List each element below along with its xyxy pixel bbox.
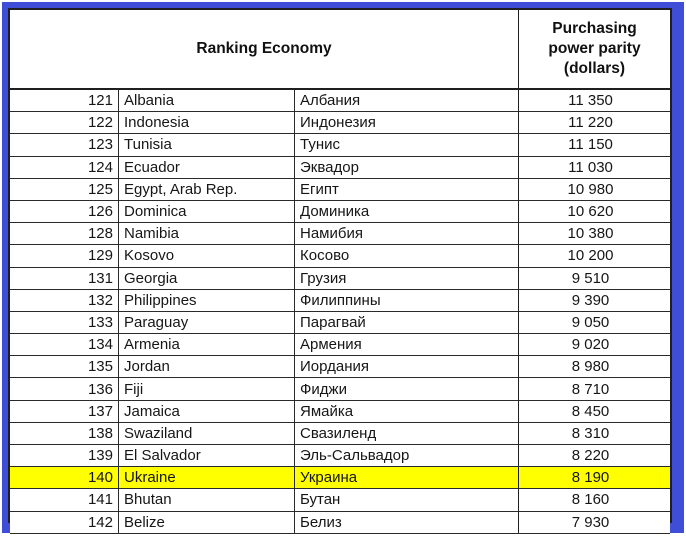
rank-cell: 142 (10, 512, 119, 533)
economy-russian-cell: Иордания (295, 356, 519, 377)
rank-cell: 122 (10, 112, 119, 133)
rank-cell: 134 (10, 334, 119, 355)
table-row (10, 356, 670, 378)
economy-russian-cell: Ямайка (295, 401, 519, 422)
ppp-ranking-table (8, 8, 672, 531)
economy-russian-cell: Украина (295, 467, 519, 488)
ppp-value-cell: 11 030 (568, 158, 613, 176)
rank-cell: 125 (10, 179, 119, 200)
table-header-row (10, 10, 670, 90)
ppp-value-cell: 8 450 (571, 402, 610, 420)
ppp-value-cell: 8 980 (571, 358, 610, 376)
economy-russian-cell: Бутан (295, 489, 519, 510)
ppp-value-cell: 8 220 (571, 447, 610, 465)
table-row (10, 179, 670, 201)
economy-russian-cell: Албания (295, 90, 519, 111)
table-body (10, 90, 670, 534)
economy-english-cell: Swaziland (119, 423, 295, 444)
rank-cell: 121 (10, 90, 119, 111)
economy-russian-cell: Филиппины (295, 290, 519, 311)
ppp-value-cell: 9 390 (571, 291, 610, 309)
ppp-value-cell: 10 980 (567, 180, 614, 198)
rank-cell: 132 (10, 290, 119, 311)
rank-cell: 139 (10, 445, 119, 466)
ppp-value-cell: 11 350 (568, 92, 613, 110)
table-row (10, 223, 670, 245)
economy-russian-cell: Парагвай (295, 312, 519, 333)
rank-cell: 129 (10, 245, 119, 266)
economy-russian-cell: Белиз (295, 512, 519, 533)
ppp-value-cell: 8 710 (571, 380, 610, 398)
ppp-value-cell: 7 930 (571, 513, 610, 531)
economy-english-cell: Belize (119, 512, 295, 533)
economy-russian-cell: Египт (295, 179, 519, 200)
ppp-value-cell: 10 620 (567, 203, 614, 221)
ppp-value-cell: 8 190 (571, 469, 610, 487)
table-row (10, 334, 670, 356)
economy-english-cell: Ecuador (119, 157, 295, 178)
table-row (10, 245, 670, 267)
economy-russian-cell: Свазиленд (295, 423, 519, 444)
economy-english-cell: Jamaica (119, 401, 295, 422)
table-row (10, 112, 670, 134)
ppp-value-cell: 9 050 (571, 313, 610, 331)
table-row (10, 489, 670, 511)
economy-english-cell: Ukraine (119, 467, 295, 488)
table-row (10, 467, 670, 489)
ppp-value-cell: 11 150 (568, 136, 613, 154)
table-row (10, 401, 670, 423)
rank-cell: 126 (10, 201, 119, 222)
economy-english-cell: Indonesia (119, 112, 295, 133)
ranking-economy-header: Ranking Economy (10, 10, 519, 88)
economy-russian-cell: Фиджи (295, 378, 519, 399)
rank-cell: 128 (10, 223, 119, 244)
economy-russian-cell: Намибия (295, 223, 519, 244)
rank-cell: 131 (10, 268, 119, 289)
rank-cell: 137 (10, 401, 119, 422)
rank-cell: 133 (10, 312, 119, 333)
economy-english-cell: Kosovo (119, 245, 295, 266)
rank-cell: 135 (10, 356, 119, 377)
economy-russian-cell: Косово (295, 245, 519, 266)
ppp-value-cell: 11 220 (568, 114, 613, 132)
economy-english-cell: Fiji (119, 378, 295, 399)
rank-cell: 141 (10, 489, 119, 510)
ppp-value-cell: 9 020 (571, 336, 610, 354)
rank-cell: 136 (10, 378, 119, 399)
economy-russian-cell: Армения (295, 334, 519, 355)
economy-english-cell: Namibia (119, 223, 295, 244)
economy-english-cell: Tunisia (119, 134, 295, 155)
ppp-value-cell: 8 310 (571, 424, 610, 442)
economy-russian-cell: Тунис (295, 134, 519, 155)
ppp-value-cell: 9 510 (571, 269, 610, 287)
economy-english-cell: Dominica (119, 201, 295, 222)
economy-english-cell: Georgia (119, 268, 295, 289)
ppp-value-cell: 8 160 (571, 491, 610, 509)
economy-english-cell: Egypt, Arab Rep. (119, 179, 295, 200)
economy-russian-cell: Грузия (295, 268, 519, 289)
table-frame (2, 2, 684, 533)
rank-cell: 124 (10, 157, 119, 178)
ppp-value-cell: 10 200 (567, 247, 614, 265)
table-row (10, 378, 670, 400)
rank-cell: 140 (10, 467, 119, 488)
table-row (10, 445, 670, 467)
economy-english-cell: Albania (119, 90, 295, 111)
table-row (10, 90, 670, 112)
table-row (10, 423, 670, 445)
economy-russian-cell: Эль-Сальвадор (295, 445, 519, 466)
economy-english-cell: Philippines (119, 290, 295, 311)
rank-cell: 138 (10, 423, 119, 444)
table-row (10, 268, 670, 290)
economy-russian-cell: Индонезия (295, 112, 519, 133)
table-row (10, 312, 670, 334)
economy-english-cell: Bhutan (119, 489, 295, 510)
table-row (10, 201, 670, 223)
rank-cell: 123 (10, 134, 119, 155)
economy-english-cell: Armenia (119, 334, 295, 355)
purchasing-power-parity-header: Purchasing power parity (dollars) (548, 19, 641, 78)
economy-russian-cell: Доминика (295, 201, 519, 222)
economy-russian-cell: Эквадор (295, 157, 519, 178)
table-row (10, 157, 670, 179)
ppp-value-cell: 10 380 (567, 225, 614, 243)
table-row (10, 290, 670, 312)
economy-english-cell: El Salvador (119, 445, 295, 466)
table-row (10, 134, 670, 156)
economy-english-cell: Jordan (119, 356, 295, 377)
table-row (10, 512, 670, 534)
economy-english-cell: Paraguay (119, 312, 295, 333)
